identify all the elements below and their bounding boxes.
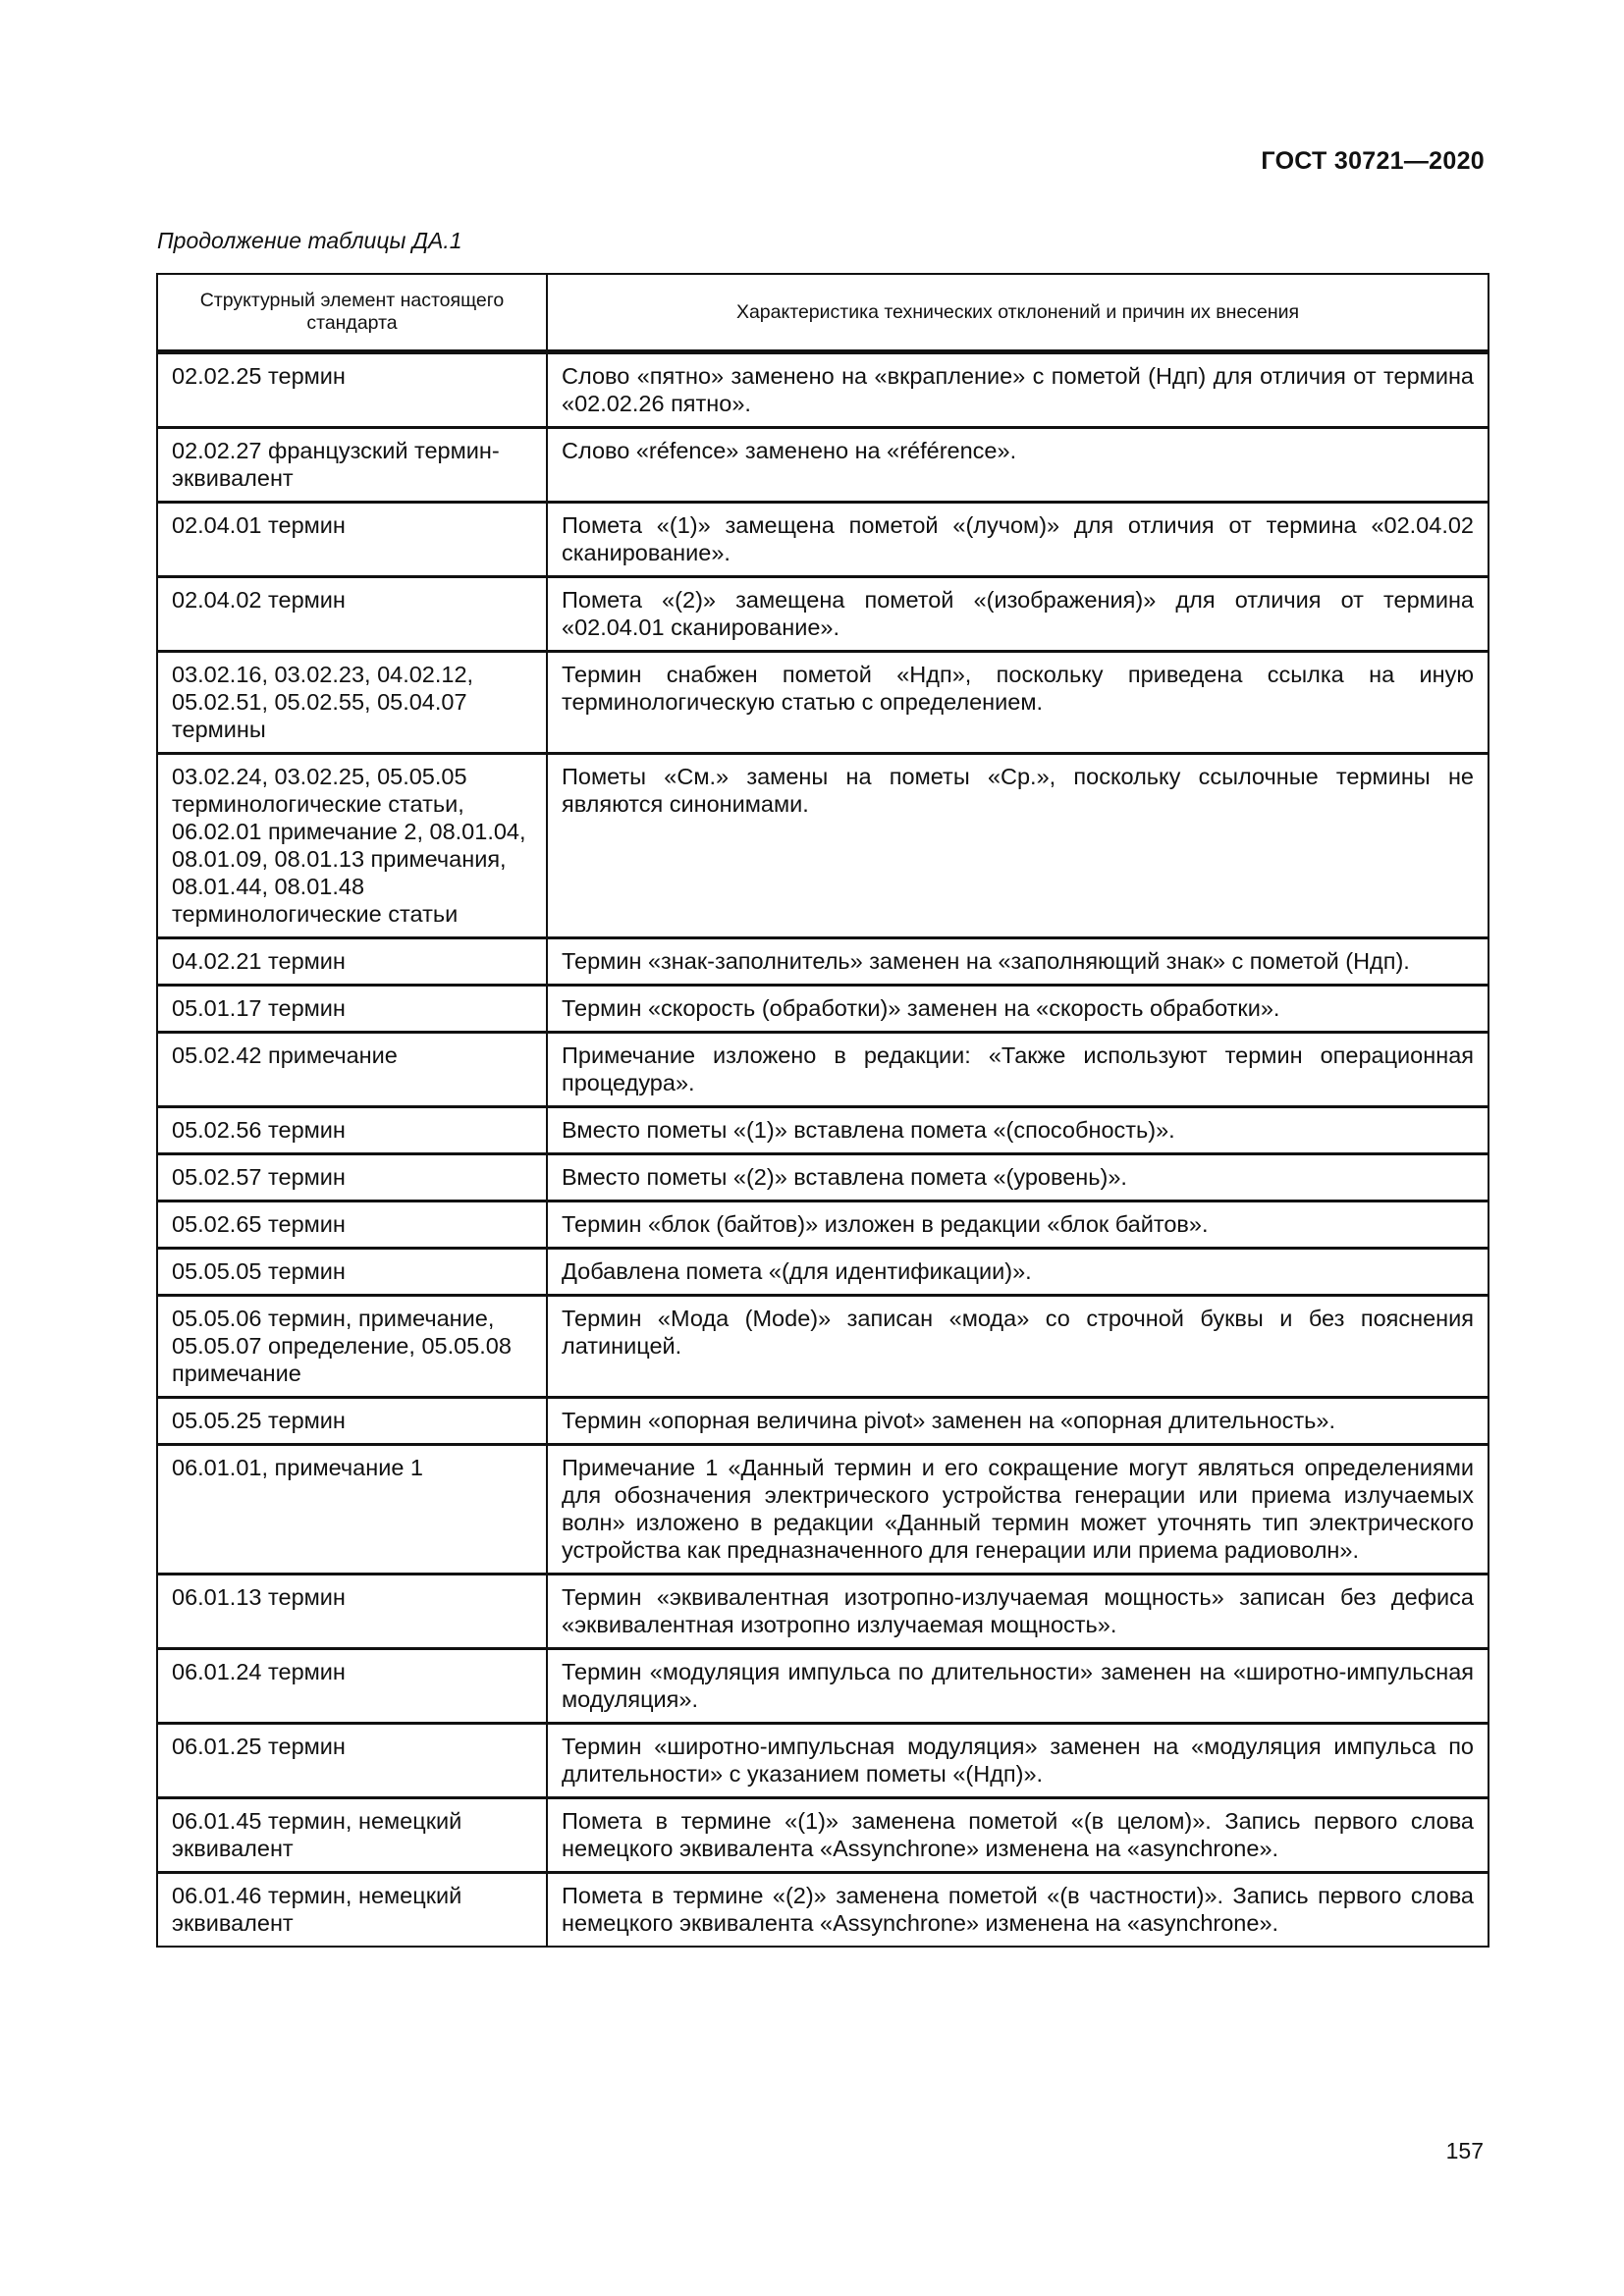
deviation-description-cell: Термин «широтно-импульсная модуляция» заменен на «модуляция импульса по длительности» с указанием пометы «(Ндп)». [547,1724,1489,1798]
deviations-table [156,273,1489,1948]
structural-element-cell: 05.02.56 термин [157,1107,547,1154]
structural-element-cell: 06.01.45 термин, немецкий эквивалент [157,1798,547,1873]
structural-element-cell: 06.01.25 термин [157,1724,547,1798]
deviation-description-cell: Примечание изложено в редакции: «Также используют термин операционная процедура». [547,1033,1489,1107]
structural-element-cell: 03.02.16, 03.02.23, 04.02.12, 05.02.51, 05.02.55, 05.04.07 термины [157,652,547,754]
structural-element-cell: 05.02.57 термин [157,1154,547,1201]
deviation-description-cell: Термин «скорость (обработки)» заменен на «скорость обработки». [547,986,1489,1033]
deviation-description-cell: Термин снабжен пометой «Ндп», поскольку приведена ссылка на иную терминологическую статью с определением. [547,652,1489,754]
structural-element-cell: 05.02.65 термин [157,1201,547,1249]
table-row [157,652,1489,754]
deviation-description-cell: Термин «модуляция импульса по длительности» заменен на «широтно-импульсная модуляция». [547,1649,1489,1724]
structural-element-cell: 05.05.06 термин, примечание, 05.05.07 определение, 05.05.08 примечание [157,1296,547,1398]
deviation-description-cell: Помета в термине «(1)» заменена пометой «(в целом)». Запись первого слова немецкого эквивалента «Assynchrone» изменена на «asynchrone». [547,1798,1489,1873]
table-row [157,1798,1489,1873]
structural-element-cell: 05.05.25 термин [157,1398,547,1445]
deviation-description-cell: Термин «эквивалентная изотропно-излучаемая мощность» записан без дефиса «эквивалентная изотропно излучаемая мощность». [547,1575,1489,1649]
structural-element-cell: 02.04.01 термин [157,503,547,577]
table-row [157,428,1489,503]
deviation-description-cell: Помета в термине «(2)» заменена пометой «(в частности)». Запись первого слова немецкого эквивалента «Assynchrone» изменена на «asynchrone». [547,1873,1489,1948]
deviation-description-cell: Термин «блок (байтов)» изложен в редакции «блок байтов». [547,1201,1489,1249]
structural-element-cell: 02.02.25 термин [157,352,547,428]
structural-element-cell: 02.02.27 французский термин-эквивалент [157,428,547,503]
table-row [157,352,1489,428]
table-row [157,754,1489,938]
deviation-description-cell: Слово «réfence» заменено на «référence». [547,428,1489,503]
document-header: ГОСТ 30721—2020 [1261,147,1485,175]
deviation-description-cell: Добавлена помета «(для идентификации)». [547,1249,1489,1296]
structural-element-cell: 06.01.24 термин [157,1649,547,1724]
table-row [157,1107,1489,1154]
table-row [157,503,1489,577]
deviation-description-cell: Вместо пометы «(1)» вставлена помета «(способность)». [547,1107,1489,1154]
page-number: 157 [1445,2138,1484,2163]
table-row [157,1873,1489,1948]
table-row [157,986,1489,1033]
structural-element-cell: 05.02.42 примечание [157,1033,547,1107]
deviation-description-cell: Вместо пометы «(2)» вставлена помета «(уровень)». [547,1154,1489,1201]
table-row [157,1575,1489,1649]
deviation-description-cell: Помета «(1)» замещена пометой «(лучом)» для отличия от термина «02.04.02 сканирование». [547,503,1489,577]
column-header-description: Характеристика технических отклонений и причин их внесения [547,274,1489,352]
deviation-description-cell: Термин «знак-заполнитель» заменен на «заполняющий знак» с пометой (Ндп). [547,938,1489,986]
table-row [157,1445,1489,1575]
deviation-description-cell: Слово «пятно» заменено на «вкрапление» с пометой (Ндп) для отличия от термина «02.02.26 пятно». [547,352,1489,428]
table-row [157,1398,1489,1445]
structural-element-cell: 06.01.01, примечание 1 [157,1445,547,1575]
table-row [157,1201,1489,1249]
table-caption: Продолжение таблицы ДА.1 [157,228,462,253]
table-body [157,352,1489,1948]
table-row [157,1033,1489,1107]
table-row [157,577,1489,652]
structural-element-cell: 06.01.46 термин, немецкий эквивалент [157,1873,547,1948]
table-header-row [157,274,1489,352]
structural-element-cell: 05.01.17 термин [157,986,547,1033]
table-row [157,1154,1489,1201]
table-row [157,938,1489,986]
deviation-description-cell: Помета «(2)» замещена пометой «(изображения)» для отличия от термина «02.04.01 сканирование». [547,577,1489,652]
deviation-description-cell: Примечание 1 «Данный термин и его сокращение могут являться определениями для обозначения электрического устройства генерации или приема излучаемых волн» изложено в редакции «Данный термин может уточнять тип электрического устройства как предназначенного для генерации или приема радиоволн». [547,1445,1489,1575]
structural-element-cell: 03.02.24, 03.02.25, 05.05.05 терминологические статьи, 06.02.01 примечание 2, 08.01.04, 08.01.09, 08.01.13 примечания, 08.01.44, 08.01.48 терминологические статьи [157,754,547,938]
table-row [157,1296,1489,1398]
column-header-element: Структурный элемент настоящего стандарта [157,274,547,352]
structural-element-cell: 05.05.05 термин [157,1249,547,1296]
deviation-description-cell: Термин «опорная величина pivot» заменен на «опорная длительность». [547,1398,1489,1445]
table-row [157,1249,1489,1296]
table-row [157,1649,1489,1724]
structural-element-cell: 02.04.02 термин [157,577,547,652]
deviation-description-cell: Термин «Мода (Mode)» записан «мода» со строчной буквы и без пояснения латиницей. [547,1296,1489,1398]
deviation-description-cell: Пометы «См.» замены на пометы «Ср.», поскольку ссылочные термины не являются синонимами. [547,754,1489,938]
structural-element-cell: 06.01.13 термин [157,1575,547,1649]
table-row [157,1724,1489,1798]
structural-element-cell: 04.02.21 термин [157,938,547,986]
